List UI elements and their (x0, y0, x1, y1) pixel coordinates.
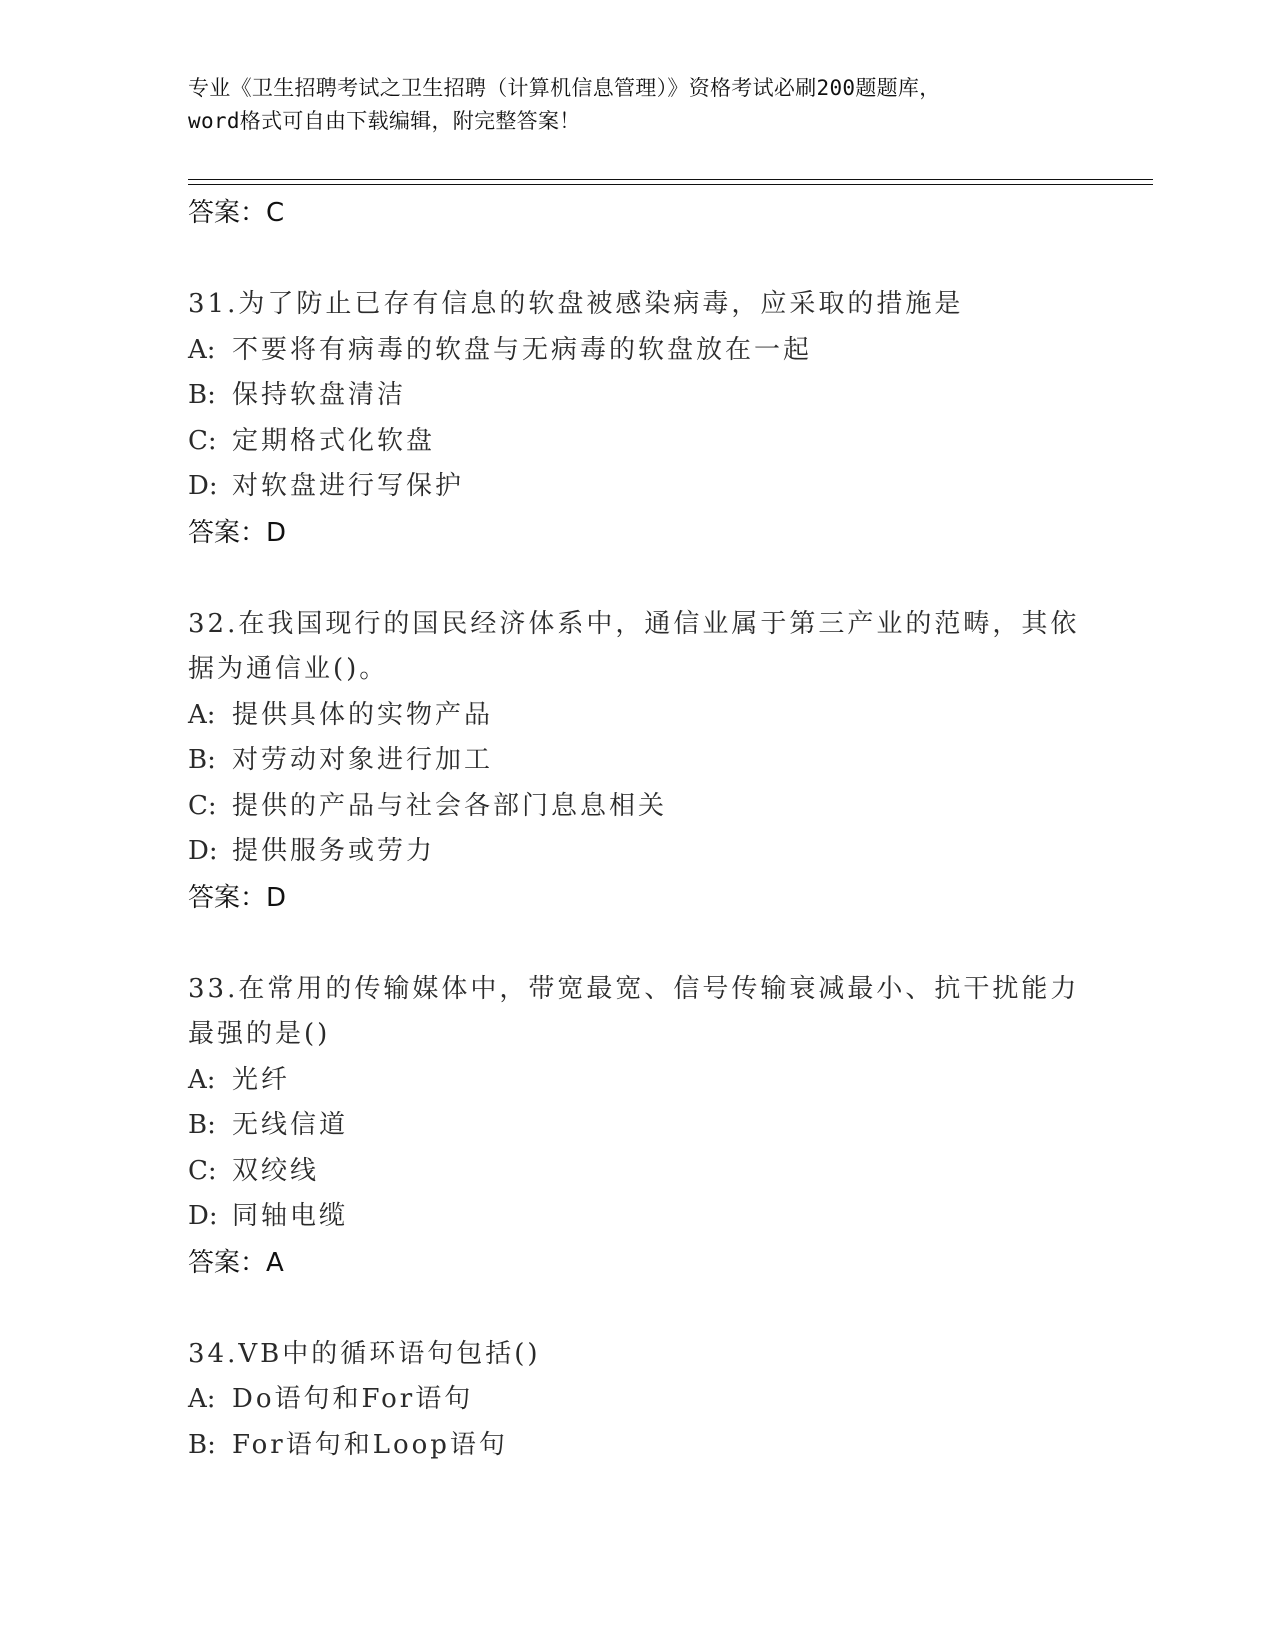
option-text: 定期格式化软盘 (232, 425, 436, 456)
option-letter: A: (188, 334, 216, 365)
answer-line: 答案：D (188, 517, 287, 548)
answer-line: 答案：D (188, 882, 287, 913)
option-c (188, 1149, 1088, 1195)
option-a (188, 1377, 1088, 1423)
question-stem: 31.为了防止已存有信息的软盘被感染病毒，应采取的措施是 (188, 289, 964, 319)
option-text: 对劳动对象进行加工 (232, 745, 494, 775)
option-text: Do语句和For语句 (232, 1384, 474, 1414)
question-stem-continued: 据为通信业()。 (188, 654, 389, 684)
option-a (188, 1058, 1088, 1104)
question-32 (188, 602, 1088, 921)
option-letter: B: (188, 380, 216, 410)
option-text: 对软盘进行写保护 (232, 471, 465, 501)
option-letter: C: (188, 1155, 217, 1186)
option-b (188, 738, 1088, 784)
option-b (188, 373, 1088, 419)
option-a (188, 693, 1088, 739)
question-33 (188, 967, 1088, 1286)
header-line-1: 专业《卫生招聘考试之卫生招聘（计算机信息管理）》资格考试必刷200题题库， (188, 76, 941, 100)
header-rule-top (188, 179, 1153, 180)
question-34 (188, 1332, 1088, 1469)
option-letter: D: (188, 1201, 218, 1231)
option-text: 无线信道 (232, 1110, 349, 1140)
document-header (188, 72, 1088, 138)
option-text: 提供的产品与社会各部门息息相关 (232, 790, 668, 821)
option-letter: B: (188, 745, 216, 775)
option-letter: A: (188, 699, 216, 730)
question-31 (188, 282, 1088, 556)
option-text: 提供具体的实物产品 (232, 699, 494, 730)
option-text: 提供服务或劳力 (232, 836, 436, 866)
option-c (188, 784, 1088, 830)
option-letter: A: (188, 1064, 216, 1095)
question-stem: 33.在常用的传输媒体中，带宽最宽、信号传输衰减最小、抗干扰能力 (188, 973, 1080, 1004)
option-d (188, 1194, 1088, 1240)
option-text: 双绞线 (232, 1155, 320, 1186)
question-stem: 32.在我国现行的国民经济体系中，通信业属于第三产业的范畴，其依 (188, 608, 1080, 639)
question-list (188, 190, 1088, 1468)
option-c (188, 419, 1088, 465)
option-letter: C: (188, 425, 217, 456)
header-line-2: word格式可自由下载编辑，附完整答案！ (188, 109, 581, 133)
option-b (188, 1423, 1088, 1469)
option-letter: B: (188, 1429, 216, 1460)
question-stem: 34.VB中的循环语句包括() (188, 1338, 541, 1369)
option-letter: D: (188, 836, 218, 866)
option-a (188, 328, 1088, 374)
option-text: For语句和Loop语句 (232, 1429, 508, 1460)
header-rule-bottom (188, 184, 1153, 185)
option-letter: A: (188, 1384, 216, 1414)
question-stem-continued: 最强的是() (188, 1019, 331, 1049)
option-text: 同轴电缆 (232, 1201, 349, 1231)
option-b (188, 1103, 1088, 1149)
option-letter: D: (188, 471, 218, 501)
option-d (188, 464, 1088, 510)
answer-line: 答案：A (188, 1247, 284, 1278)
option-text: 不要将有病毒的软盘与无病毒的软盘放在一起 (232, 334, 813, 365)
answer-line: 答案：C (188, 198, 285, 228)
option-letter: B: (188, 1110, 216, 1140)
option-text: 保持软盘清洁 (232, 380, 407, 410)
option-text: 光纤 (232, 1064, 291, 1095)
option-d (188, 829, 1088, 875)
option-letter: C: (188, 790, 217, 821)
